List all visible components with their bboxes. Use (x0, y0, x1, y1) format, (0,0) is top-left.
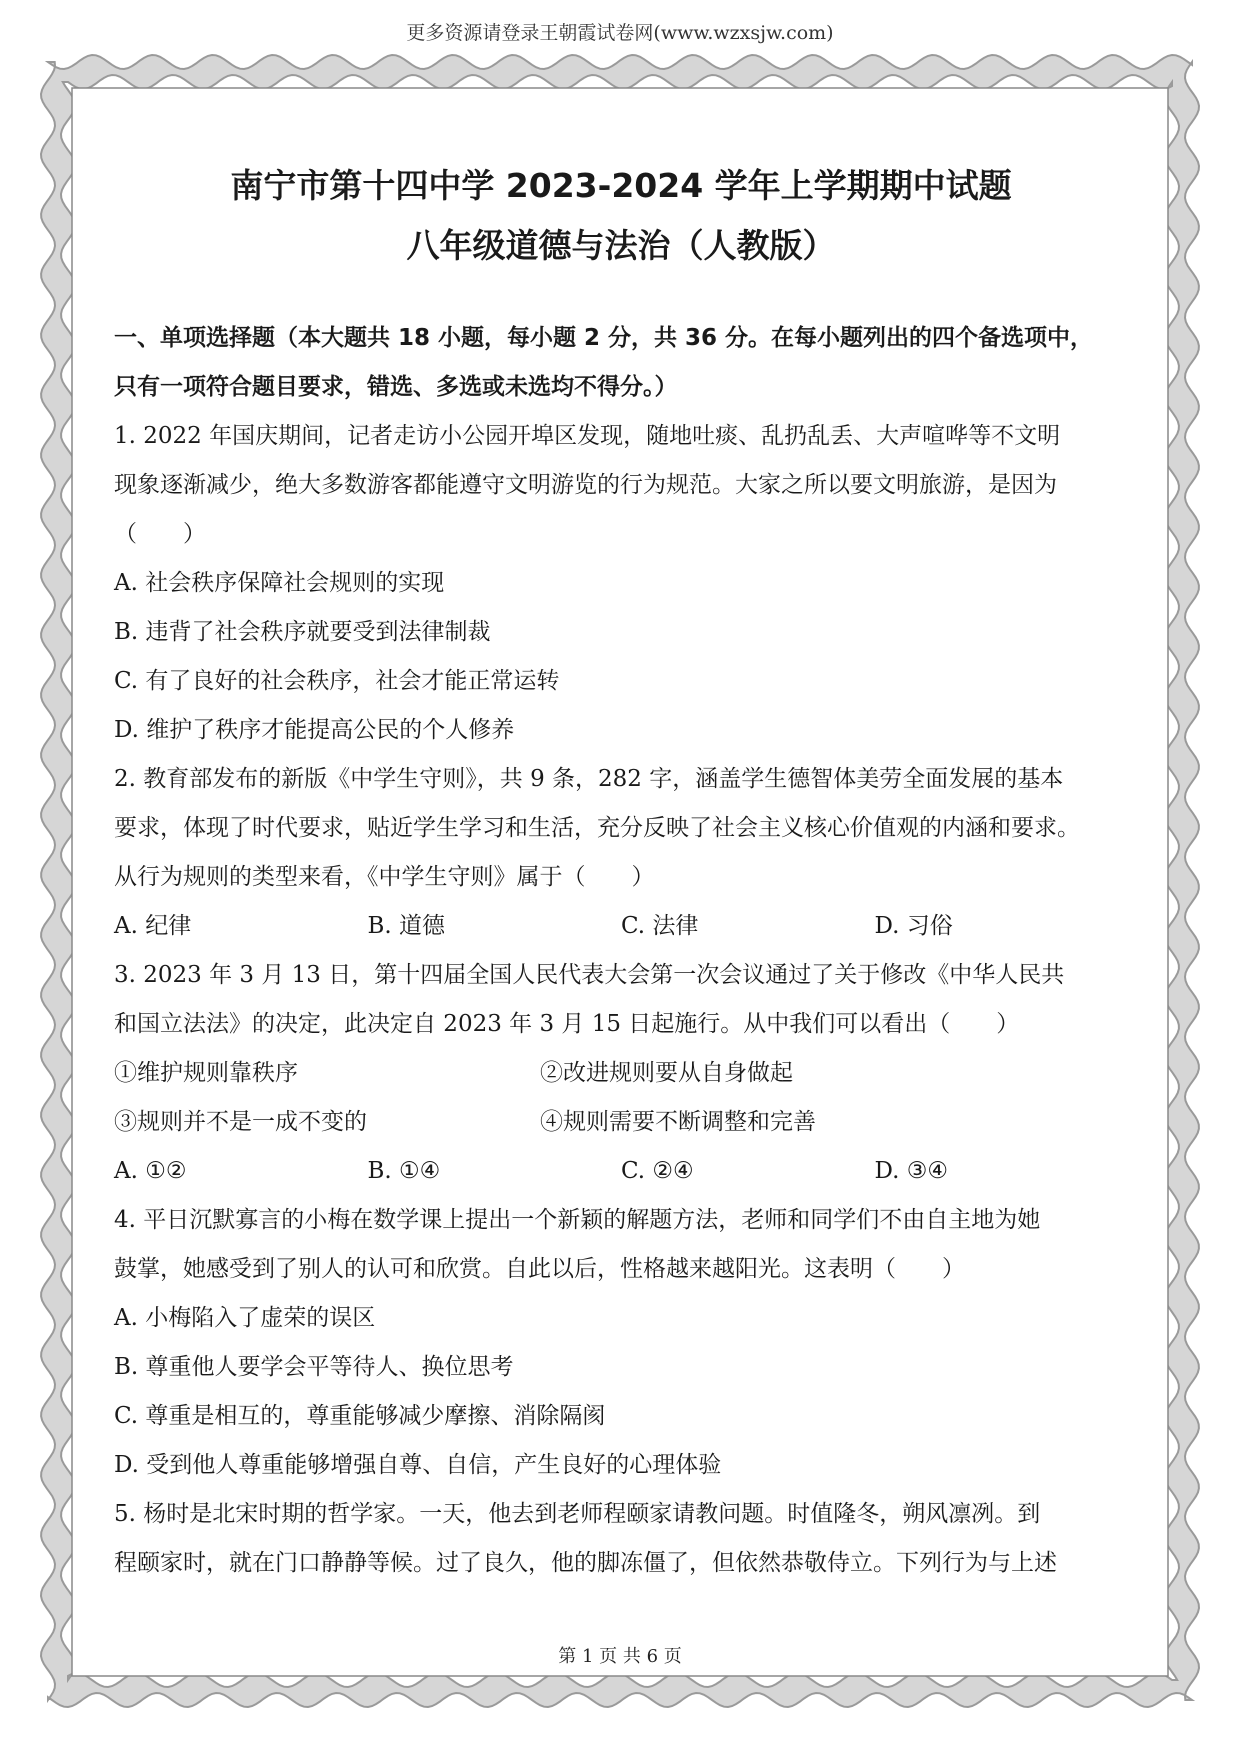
option-d: D. 维护了秩序才能提高公民的个人修养 (114, 717, 515, 743)
question-text: 程颐家时，就在门口静静等候。过了良久，他的脚冻僵了，但依然恭敬侍立。下列行为与上述 (114, 1550, 1057, 1576)
section-heading-line: 只有一项符合题目要求，错选、多选或未选均不得分。） (114, 374, 678, 400)
page-number: 第 1 页 共 6 页 (558, 1646, 682, 1667)
question-text: 要求，体现了时代要求，贴近学生学习和生活，充分反映了社会主义核心价值观的内涵和要求。 (114, 815, 1080, 841)
question-5 (114, 1490, 1128, 1588)
option-c: C. 有了良好的社会秩序，社会才能正常运转 (114, 668, 560, 694)
option-a: A. ①② (114, 1158, 187, 1184)
section-heading-line: 一、单项选择题（本大题共 18 小题，每小题 2 分，共 36 分。在每小题列出的四个备选项中， (114, 325, 1094, 351)
question-text: 从行为规则的类型来看，《中学生守则》属于（ ） (114, 864, 655, 890)
option-a: A. 纪律 (114, 913, 192, 939)
question-2 (114, 755, 1128, 951)
option-d: D. 受到他人尊重能够增强自尊、自信，产生良好的心理体验 (114, 1452, 722, 1478)
option-a: A. 小梅陷入了虚荣的误区 (114, 1305, 376, 1331)
question-text: （ ） (114, 521, 206, 547)
statements-row (114, 1098, 1128, 1147)
question-text: 现象逐渐减少，绝大多数游客都能遵守文明游览的行为规范。大家之所以要文明旅游，是因为 (114, 472, 1057, 498)
option-b: B. 尊重他人要学会平等待人、换位思考 (114, 1354, 514, 1380)
question-1 (114, 412, 1128, 755)
options-row (114, 1147, 1128, 1196)
question-text: 鼓掌，她感受到了别人的认可和欣赏。自此以后，性格越来越阳光。这表明（ ） (114, 1256, 965, 1282)
statement-4: ④规则需要不断调整和完善 (540, 1109, 816, 1135)
option-a: A. 社会秩序保障社会规则的实现 (114, 570, 445, 596)
question-3 (114, 951, 1128, 1196)
option-b: B. ①④ (367, 1158, 441, 1184)
option-c: C. 尊重是相互的，尊重能够减少摩擦、消除隔阂 (114, 1403, 606, 1429)
statement-3: ③规则并不是一成不变的 (114, 1109, 367, 1135)
question-text: 3. 2023 年 3 月 13 日，第十四届全国人民代表大会第一次会议通过了关于修改《中华人民共 (114, 962, 1065, 988)
question-text: 2. 教育部发布的新版《中学生守则》，共 9 条，282 字，涵盖学生德智体美劳全面发展的基本 (114, 766, 1064, 792)
option-c: C. ②④ (621, 1158, 694, 1184)
exam-page-content (114, 150, 1128, 1588)
option-b: B. 道德 (367, 913, 446, 939)
options-row (114, 902, 1128, 951)
option-b: B. 违背了社会秩序就要受到法律制裁 (114, 619, 491, 645)
site-banner: 更多资源请登录王朝霞试卷网(www.wzxsjw.com) (406, 22, 834, 44)
statements-row (114, 1049, 1128, 1098)
option-d: D. ③④ (874, 1158, 948, 1184)
question-text: 1. 2022 年国庆期间，记者走访小公园开埠区发现，随地吐痰、乱扔乱丢、大声喧哗等不文明 (114, 423, 1061, 449)
option-d: D. 习俗 (874, 913, 953, 939)
option-c: C. 法律 (621, 913, 699, 939)
exam-title: 南宁市第十四中学 2023-2024 学年上学期期中试题 (230, 166, 1012, 205)
exam-subtitle: 八年级道德与法治（人教版） (406, 226, 836, 265)
question-text: 4. 平日沉默寡言的小梅在数学课上提出一个新颖的解题方法，老师和同学们不由自主地为她 (114, 1207, 1041, 1233)
question-text: 和国立法法》的决定，此决定自 2023 年 3 月 15 日起施行。从中我们可以看出（ ） (114, 1011, 1020, 1037)
statement-2: ②改进规则要从自身做起 (540, 1060, 793, 1086)
question-4 (114, 1196, 1128, 1490)
section-heading (114, 314, 1128, 412)
statement-1: ①维护规则靠秩序 (114, 1060, 298, 1086)
question-text: 5. 杨时是北宋时期的哲学家。一天，他去到老师程颐家请教问题。时值隆冬，朔风凛冽。到 (114, 1501, 1041, 1527)
